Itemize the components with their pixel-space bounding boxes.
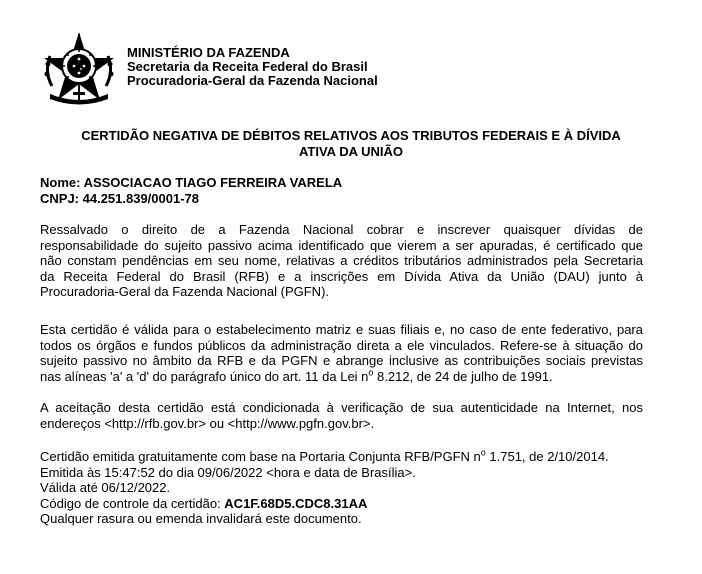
paragraph-line: da Receita Federal do Brasil (RFB) e a inscrições em Dívida Ativa da União (DAU) junto à <box>40 268 643 284</box>
tamper-warning: Qualquer rasura ou emenda invalidará este documento. <box>40 511 362 526</box>
paragraph-line: Procuradoria-Geral da Fazenda Nacional (PGFN). <box>40 284 330 299</box>
valid-until: Válida até 06/12/2022. <box>40 480 171 495</box>
organization-block <box>127 46 378 88</box>
paragraph-line: todos os órgãos e fundos públicos da administração direta a ele vinculados. Refere-se à situação do <box>40 337 643 353</box>
paragraph-line: sujeito passivo no âmbito da RFB e da PGFN e abrange inclusive as contribuições sociais previstas <box>40 353 643 368</box>
subject-cnpj: CNPJ: 44.251.839/0001-78 <box>40 191 200 206</box>
ordinal-indicator: o <box>368 367 374 378</box>
paragraph-line: não constam pendências em seu nome, relativas a créditos tributários administrados pela Secretaria <box>40 253 643 268</box>
control-code-line <box>40 496 643 512</box>
paragraph-line: Esta certidão é válida para o estabelecimento matriz e suas filiais e, no caso de ente federativo, para <box>40 322 643 337</box>
paragraph-line: A aceitação desta certidão está condicionada à verificação de sua autenticidade na Internet, nos <box>40 400 643 415</box>
secretariat-name: Secretaria da Receita Federal do Brasil <box>127 59 368 74</box>
attorney-office-name: Procuradoria-Geral da Fazenda Nacional <box>127 73 378 88</box>
title-line-2: ATIVA DA UNIÃO <box>299 144 403 159</box>
law-reference-text: nas alíneas 'a' a 'd' do parágrafo único do art. 11 da Lei n <box>40 368 369 384</box>
certificate-title <box>40 128 662 160</box>
ordinance-text: Certidão emitida gratuitamente com base na Portaria Conjunta RFB/PGFN n <box>40 449 481 464</box>
issue-datetime: Emitida às 15:47:52 do dia 09/06/2022 <hora e data de Brasília>. <box>40 464 416 480</box>
title-line-1: CERTIDÃO NEGATIVA DE DÉBITOS RELATIVOS AOS TRIBUTOS FEDERAIS E À DÍVIDA <box>81 128 621 143</box>
subject-name: Nome: ASSOCIACAO TIAGO FERREIRA VARELA <box>40 175 343 190</box>
paragraph-line <box>40 369 643 385</box>
ministry-name: MINISTÉRIO DA FAZENDA <box>127 45 290 60</box>
paragraph-clearance <box>40 222 643 300</box>
ordinance-text: 1.751, de 2/10/2014. <box>485 449 609 464</box>
paragraph-validity-scope <box>40 322 643 384</box>
paragraph-line: Ressalvado o direito de a Fazenda Nacional cobrar e inscrever quaisquer dívidas de <box>40 222 643 237</box>
control-code-label: Código de controle da certidão: <box>40 495 225 511</box>
verification-urls: endereços <http://rfb.gov.br> ou <http://www.pgfn.gov.br>. <box>40 415 375 431</box>
brazil-coat-of-arms-icon <box>38 28 120 108</box>
paragraph-line: responsabilidade do sujeito passivo acima identificado que vierem a ser apuradas, é certificado que <box>40 237 643 253</box>
subject-identification <box>40 175 342 207</box>
paragraph-line <box>40 449 643 465</box>
paragraph-authenticity <box>40 400 643 431</box>
ordinal-indicator: o <box>480 447 486 458</box>
control-code-value: AC1F.68D5.CDC8.31AA <box>224 495 368 511</box>
law-reference-text: 8.212, de 24 de julho de 1991. <box>373 368 553 384</box>
paragraph-issuance-details <box>40 449 643 527</box>
